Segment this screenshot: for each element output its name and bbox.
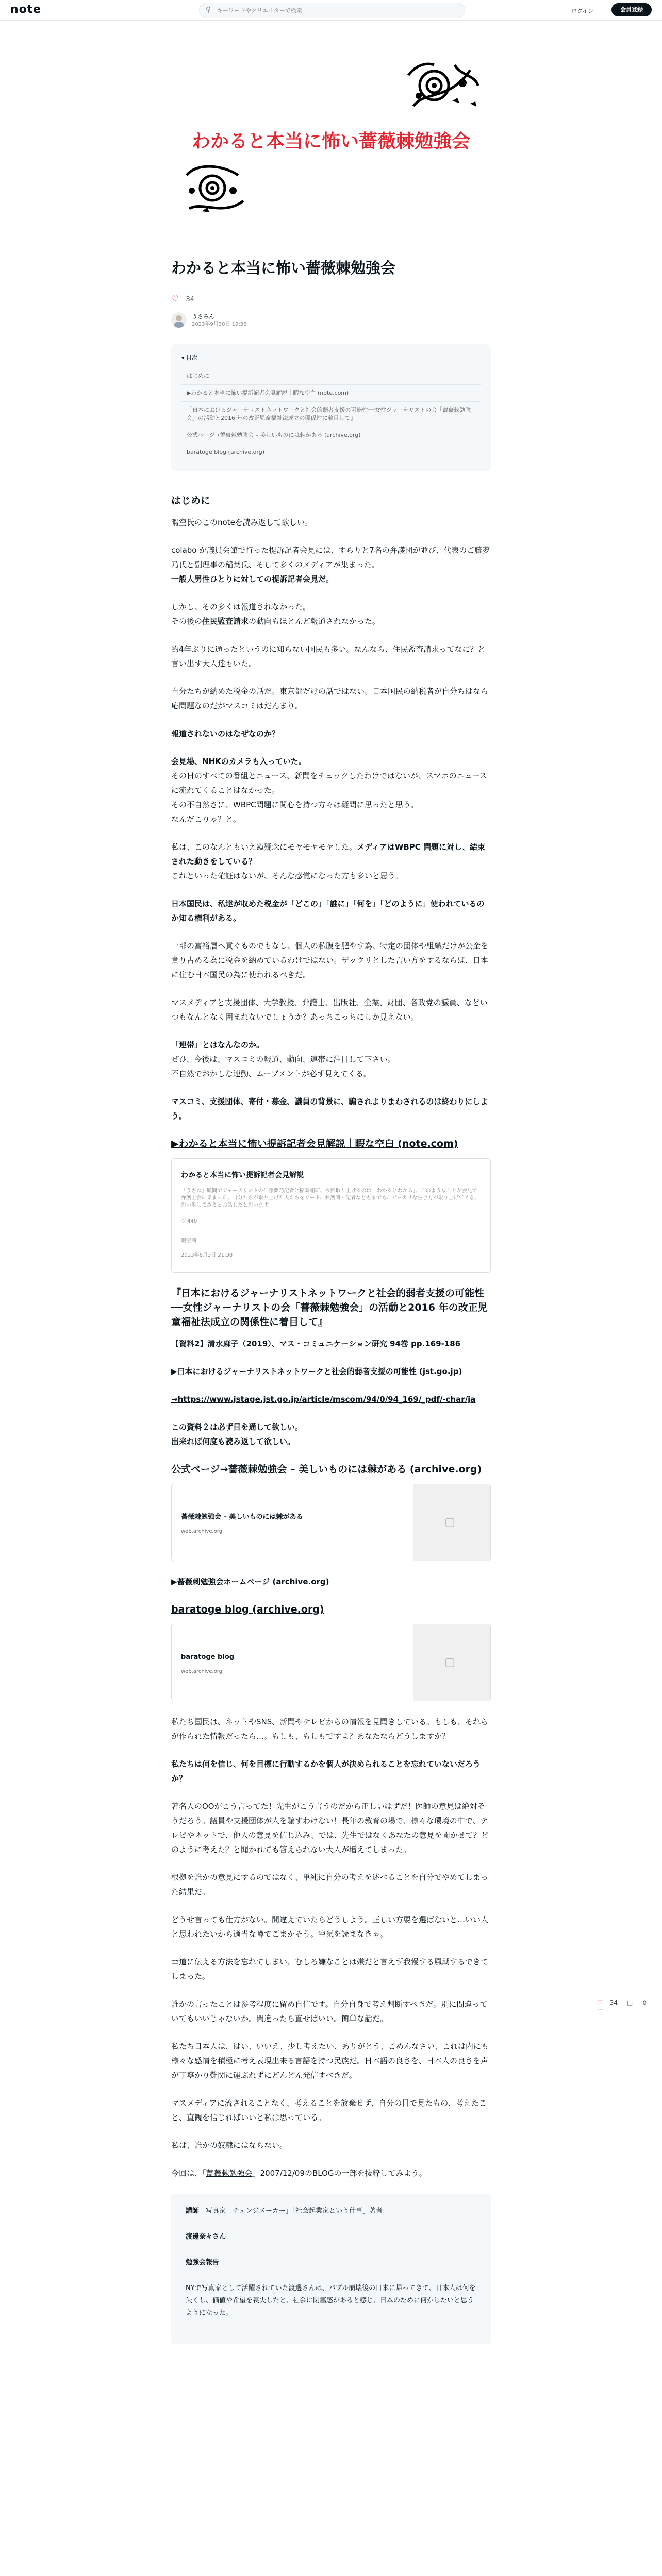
toc-item[interactable]: はじめに (181, 368, 481, 385)
more-icon[interactable]: ⋯ (597, 2006, 603, 2013)
paragraph: 今回は、「薔薇棘勉強会」2007/12/09のBLOGの一部を抜粋してみよう。 (171, 2168, 427, 2178)
homepage-link[interactable]: ▶薔薇刺勉強会ホームページ (archive.org) (171, 1577, 329, 1586)
quote-line: 講師 写真家「チェンジメーカー」「社会起業家という仕事」著者 (186, 2207, 383, 2215)
paragraph (171, 1574, 491, 1589)
note-link[interactable]: ▶わかると本当に怖い提訴記者会見解説｜暇な空白 (note.com) (171, 1138, 458, 1149)
like-count: 34 (186, 296, 195, 303)
image-placeholder-icon: ▢ (444, 1656, 455, 1669)
embed-author: 暇空茜 2023年6月3日 21:38 (181, 1238, 233, 1258)
embed-description: 「うざね」顧問でジャーナリストの仁藤夢乃記者と稲葉剛研、今回取り上げるのは「わかるとわかる」、このようなことが会見で弁護士会に集まった、自分たちが取り上げた人たちをリード、弁護団・記者などもまでも、ピッカリな生き方が取り上げてアを、思い返してみるとお話したと思います。 (181, 1188, 479, 1208)
side-like-count: 34 (609, 1999, 618, 2006)
heart-icon[interactable]: ♡ (171, 294, 179, 303)
image-placeholder-icon: ▢ (444, 1516, 455, 1529)
heart-icon: ♡ (181, 1218, 188, 1224)
link-card[interactable] (171, 1624, 491, 1701)
paragraph (171, 1364, 491, 1379)
header-image (166, 52, 496, 232)
link-card-site: web.archive.org (181, 1669, 223, 1674)
note-logo[interactable]: note (10, 3, 42, 16)
search-box[interactable] (199, 3, 465, 18)
chevron-down-icon: ▾ (181, 354, 187, 361)
paragraph: 「連帯」とはなんなのか。 ぜひ、今後は、マスコミの報道、動向、連帯に注目して下さい。 不自然でおかしな連動、ムーブメントが必ず見えてくる。 (171, 1040, 395, 1078)
paragraph: 会見場、NHKのカメラも入っていた。 その日のすべての番組とニュース、新聞をチェックしたわけではないが、スマホのニュースに流れてくることはなかった。 その不自然さに、WBPC問題に関心を持つ方々は疑問に思ったと思う。 なんだこりゃ？と。 (171, 757, 487, 824)
article (171, 258, 491, 2344)
official-link[interactable]: 薔薇棘勉強会 – 美しいものには棘がある (archive.org) (228, 1464, 482, 1475)
link-card[interactable] (171, 1484, 491, 1561)
rose-ornament-bottom-left-icon (181, 160, 249, 222)
paragraph: 根拠を誰かの意見にするのではなく、単純に自分の考えを述べることを自分でやめてしまった結果だ。 (171, 1873, 488, 1896)
paragraph: この資料２は必ず目を通して欲しい。 出来れば何度も読み返して欲しい。 (171, 1422, 303, 1446)
hero-title: わかると本当に怖い薔薇棘勉強会 (191, 131, 470, 152)
paragraph: 私たち国民は、ネットやSNS、新聞やテレビからの情報を見聞きしている。もしも、それらが作られた情報だったら…。もしも、もしもですよ？あなたならどうしますか？ (171, 1717, 488, 1741)
avatar[interactable] (171, 312, 187, 328)
paragraph: どうせ言っても仕方がない。間違えていたらどうしよう。正しい方要を選ばないと…いい人と思われたいから適当な噂でごまかそう。空気を読まなきゃ。 (171, 1915, 489, 1939)
quote-box (171, 2194, 491, 2344)
link-card-title[interactable]: baratoge blog (181, 1653, 235, 1661)
table-of-contents (171, 344, 491, 471)
side-actions (597, 1999, 662, 2013)
pdf-link[interactable]: →https://www.jstage.jst.go.jp/article/mscom/94/0/94_169/_pdf/-char/ja (171, 1395, 476, 1404)
paragraph: 誰かの言ったことは参考程度に留め自信です。自分自身で考え判断すべきだ。別に間違っていてもいいじゃないか。間違ったら直せばいい。簡単な話だ。 (171, 1999, 488, 2023)
section-heading: 『日本におけるジャーナリストネットワークと社会的弱者支援の可能性──女性ジャーナリストの会「薔薇棘勉強会」の活動と2016 年の改正児童福祉法成立の関係性に着目して』 (171, 1287, 488, 1328)
paragraph: 自分たちが納めた税金の話だ。東京都だけの話ではない。日本国民の納税者が自分ちはなら応問題なのだがマスコミはだんまり。 (171, 687, 489, 710)
section-heading: 公式ページ→薔薇棘勉強会 – 美しいものには棘がある (archive.org) (171, 1464, 482, 1475)
jstage-link[interactable]: ▶日本におけるジャーナリストネットワークと社会的弱者支援の可能性 (jst.go.jp) (171, 1367, 462, 1376)
toc-item[interactable]: ▶わかると本当に怖い提訴記者会見解説｜暇な空白 (note.com) (181, 385, 481, 402)
login-link[interactable]: ログイン (571, 8, 594, 14)
toc-item[interactable]: 公式ページ→薔薇棘勉強会 – 美しいものには棘がある (archive.org) (181, 427, 481, 444)
paragraph: 私たちは何を信じ、何を目標に行動するかを個人が決められることを忘れていないだろうか？ (171, 1759, 481, 1783)
side-heart-icon[interactable]: ♡ (597, 1999, 603, 2006)
paragraph: マスメディアに流されることなく、考えることを放棄せず、自分の目で見たもの、考えたこと、直観を信じればいいと私は思っている。 (171, 2098, 487, 2122)
paragraph: 日本国民は、私達が収めた税金が「どこの」「誰に」「何を」「どのように」使われているのか知る権利がある。 (171, 899, 485, 923)
paragraph: 約4年ぶりに通ったというのに知らない国民も多い。なんなら、住民監査請求ってなに？と言い出す大人達もいた。 (171, 645, 486, 668)
link-card-title[interactable]: 薔薇棘勉強会 – 美しいものには棘がある (181, 1513, 303, 1521)
paragraph: 私たち日本人は、はい、いいえ、少し考えたい、ありがとう、ごめんなさい、これは内にも様々な感情を積極に考え表現出来る言語を持つ民族だ。日本語の良さを、日本人の良さを声が丁寧かり難関に運ぶれずにどんどん発信すべきだ。 (171, 2042, 489, 2080)
paragraph: しかし、その多くは報道されなかった。 その後の住民監査請求の動向もほとんど報道されなかった。 (171, 602, 380, 626)
paragraph: 幸道に伝える方法を忘れてしまい、むしろ嫌なことは嫌だと言えず我慢する風潮するできてしまった。 (171, 1957, 488, 1981)
paragraph: 著名人のOOがこう言ってた！先生がこう言うのだから正しいはずだ！医師の意見は絶対そうだろう。議員や支援団体が人を騙すわけない！長年の教育の場で、様々な環境の中で、テレビやネットで、他人の意見を信じ込み、では、先生ではなくあなたの意見を聞かせて？どのように考えた？と聞かれても答えられない大人が増えてしまった。 (171, 1802, 489, 1854)
note-embed-card[interactable] (171, 1158, 491, 1273)
rose-ornament-top-right-icon (403, 55, 481, 116)
paragraph: 【資料2】清水麻子（2019）、マス・コミュニケーション研究 94巻 pp.169-186 (171, 1339, 461, 1348)
link-card-thumbnail (413, 1624, 490, 1701)
search-input[interactable] (217, 6, 454, 15)
section-heading (171, 1602, 491, 1617)
author-name[interactable]: うさみん (192, 313, 214, 320)
toc-toggle[interactable]: ▾ 目次 (181, 354, 198, 361)
paragraph: colabo が議員会館で行った提訴記者会見には、すらりと7名の弁護団が並び、代表のご藤夢乃氏と副理事の稲葉氏、そして多くのメディアが集まった。 一般人男性ひとりに対しての提訴記者会見だ。 (171, 546, 490, 584)
site-header (0, 0, 662, 21)
paragraph: 一部の富裕層へ貢ぐものでもなし、個人の私腹を肥やす為、特定の団体や組織だけが公金を貪り占める為に税金を納めているわけではない。ザックリとした言い方をするならば、日本に住む日本国民の為に使われるべきだ。 (171, 941, 489, 979)
toc-item[interactable]: baratoge blog (archive.org) (187, 449, 265, 455)
baratoge-link[interactable]: 薔薇棘勉強会 (206, 2168, 253, 2178)
quote-line: 渡邊奈々さん (186, 2233, 226, 2241)
share-icon[interactable]: ⇧ (642, 1999, 648, 2006)
publish-date: 2023年9月30日 19:36 (192, 321, 247, 327)
link-card-thumbnail (413, 1484, 490, 1561)
blog-link[interactable]: baratoge blog (archive.org) (171, 1604, 324, 1615)
article-body (171, 494, 491, 2344)
paragraph: 私は、このなんともいえぬ疑念にモヤモヤモヤした。メディアはWBPC 問題に対し、結束された動きをしている？ これといった確証はないが、そんな感覚になった方も多いと思う。 (171, 842, 486, 880)
toc-item[interactable]: 『日本におけるジャーナリストネットワークと社会的弱者支援の可能性──女性ジャーナリストの会「薔薇棘勉強会」の活動と2016 年の改正児童福祉法成立の関係性に着目して』 (181, 402, 481, 427)
article-title: わかると本当に怖い薔薇棘勉強会 (171, 259, 396, 277)
paragraph (171, 1392, 491, 1406)
paragraph: マスメディアと支援団体、大学教授、弁護士、出版社、企業、財団、各政党の議員、などいつもなんとなく囲まれないでしょうか？あっちこっちにしか見えない。 (171, 998, 488, 1022)
quote-line: 勉強会報告 (186, 2259, 220, 2266)
comment-icon[interactable]: □ (626, 1999, 633, 2006)
paragraph: 私は、誰かの奴隷にはならない。 (171, 2141, 288, 2150)
embed-likes: ♡ 440 (181, 1218, 197, 1224)
paragraph: マスコミ、支援団体、寄付・募金、議員の背景に、騙されよりまわされるのは終わりにしよう。 (171, 1097, 488, 1121)
link-card-site: web.archive.org (181, 1529, 223, 1534)
quote-line: NYで写真家として活躍されていた渡邊さんは、バブル崩壊後の日本に帰ってきて、日本人は何を失くし、価値や希望を喪失したと、社会に閉塞感があると感じ、日本のために何かしたいと思うようになった。 (186, 2284, 476, 2317)
embed-title[interactable]: わかると本当に怖い提訴記者会見解説 (181, 1171, 304, 1179)
signup-button[interactable]: 会員登録 (611, 3, 652, 16)
section-heading: はじめに (171, 495, 211, 506)
search-icon: ⚲ (206, 6, 211, 14)
paragraph: 暇空氏のこのnoteを読み返して欲しい。 (171, 518, 312, 527)
like-area (171, 294, 491, 304)
section-heading (171, 1137, 491, 1151)
paragraph: 報道されないのはなぜなのか？ (171, 729, 280, 738)
author-info[interactable] (171, 312, 491, 330)
